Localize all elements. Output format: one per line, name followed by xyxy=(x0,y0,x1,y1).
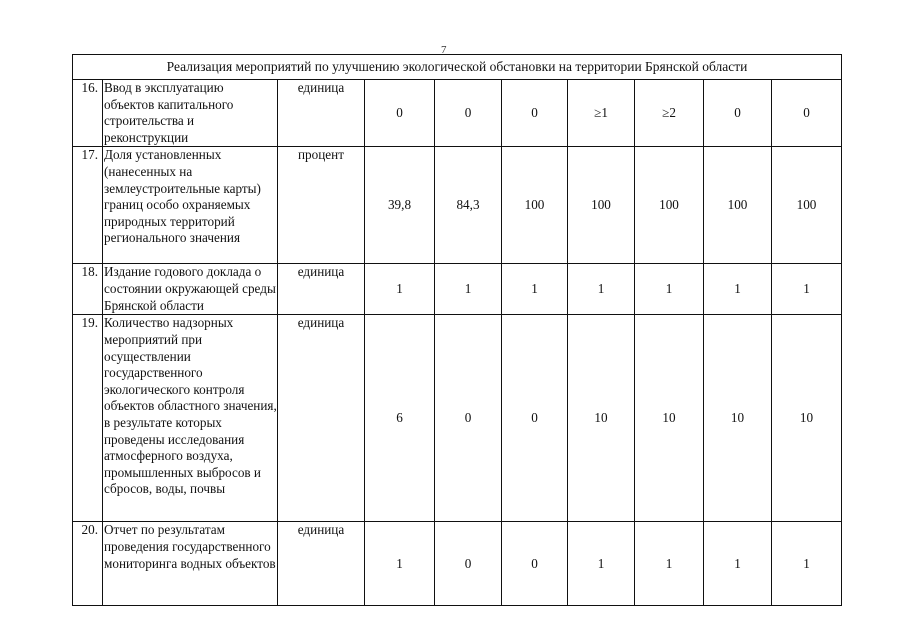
value-cell: 100 xyxy=(772,147,842,264)
table-row xyxy=(73,264,842,315)
value-cell: ≥1 xyxy=(568,80,635,147)
row-number: 18. xyxy=(73,264,103,315)
value-cell: 1 xyxy=(365,264,435,315)
value-cell: 10 xyxy=(568,315,635,522)
row-number: 19. xyxy=(73,315,103,522)
value-cell: 100 xyxy=(568,147,635,264)
value-cell: 1 xyxy=(635,522,704,606)
value-cell: ≥2 xyxy=(635,80,704,147)
indicator-name: Доля установленных (нанесенных на землеустроительные карты) границ особо охраняемых природных территорий регионального значения xyxy=(103,147,278,264)
value-cell: 0 xyxy=(772,80,842,147)
unit-cell: единица xyxy=(278,315,365,522)
table-row xyxy=(73,522,842,606)
value-cell: 1 xyxy=(704,522,772,606)
value-cell: 1 xyxy=(435,264,502,315)
value-cell: 1 xyxy=(772,522,842,606)
section-header-row xyxy=(73,55,842,80)
page-number: 7 xyxy=(441,44,447,56)
value-cell: 0 xyxy=(502,522,568,606)
unit-cell: единица xyxy=(278,80,365,147)
value-cell: 0 xyxy=(435,315,502,522)
row-number: 16. xyxy=(73,80,103,147)
value-cell: 10 xyxy=(635,315,704,522)
value-cell: 1 xyxy=(772,264,842,315)
value-cell: 1 xyxy=(568,522,635,606)
indicator-name: Количество надзорных мероприятий при осуществлении государственного экологического контроля объектов областного значения, в результате которых проведены исследования атмосферного воздуха, промышленных выбросов и сбросов, воды, почвы xyxy=(103,315,278,522)
value-cell: 100 xyxy=(635,147,704,264)
value-cell: 100 xyxy=(502,147,568,264)
table-row xyxy=(73,147,842,264)
value-cell: 6 xyxy=(365,315,435,522)
value-cell: 1 xyxy=(568,264,635,315)
value-cell: 0 xyxy=(435,80,502,147)
section-title: Реализация мероприятий по улучшению экологической обстановки на территории Брянской области xyxy=(73,55,842,80)
value-cell: 1 xyxy=(502,264,568,315)
table-row xyxy=(73,315,842,522)
value-cell: 10 xyxy=(704,315,772,522)
value-cell: 1 xyxy=(635,264,704,315)
value-cell: 1 xyxy=(704,264,772,315)
table-row xyxy=(73,80,842,147)
value-cell: 84,3 xyxy=(435,147,502,264)
unit-cell: единица xyxy=(278,264,365,315)
indicator-name: Отчет по результатам проведения государственного мониторинга водных объектов xyxy=(103,522,278,606)
unit-cell: единица xyxy=(278,522,365,606)
value-cell: 0 xyxy=(365,80,435,147)
value-cell: 0 xyxy=(502,80,568,147)
indicator-name: Издание годового доклада о состоянии окружающей среды Брянской области xyxy=(103,264,278,315)
value-cell: 10 xyxy=(772,315,842,522)
value-cell: 0 xyxy=(704,80,772,147)
value-cell: 100 xyxy=(704,147,772,264)
value-cell: 0 xyxy=(502,315,568,522)
value-cell: 39,8 xyxy=(365,147,435,264)
unit-cell: процент xyxy=(278,147,365,264)
value-cell: 1 xyxy=(365,522,435,606)
value-cell: 0 xyxy=(435,522,502,606)
row-number: 20. xyxy=(73,522,103,606)
row-number: 17. xyxy=(73,147,103,264)
indicator-name: Ввод в эксплуатацию объектов капитального строительства и реконструкции xyxy=(103,80,278,147)
indicators-table xyxy=(72,54,842,606)
